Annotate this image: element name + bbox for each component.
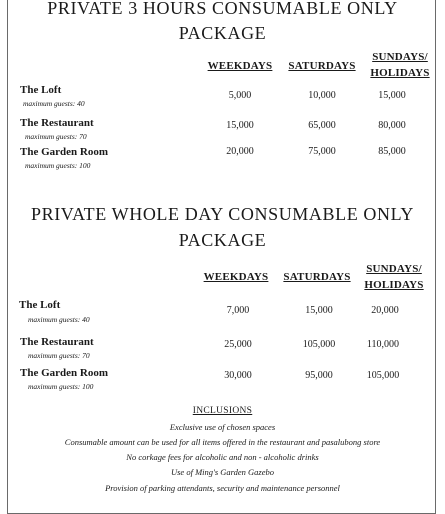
section1-header-sundays-line1: SUNDAYS/ bbox=[372, 51, 428, 63]
price-sundays: 80,000 bbox=[378, 120, 406, 131]
inclusions-title: INCLUSIONS bbox=[192, 406, 253, 416]
inclusion-item: Exclusive use of chosen spaces bbox=[169, 422, 276, 432]
price-weekdays: 25,000 bbox=[224, 339, 252, 350]
section1-header-weekdays: WEEKDAYS bbox=[207, 60, 273, 72]
price-weekdays: 20,000 bbox=[226, 146, 254, 157]
section1-title-line2: PACKAGE bbox=[178, 23, 267, 43]
section1-header-saturdays: SATURDAYS bbox=[288, 60, 356, 72]
inclusion-item: No corkage fees for alcoholic and non - alcoholic drinks bbox=[126, 452, 319, 462]
venue-name: The Garden Room bbox=[20, 146, 108, 158]
section2-title-line2: PACKAGE bbox=[178, 230, 267, 250]
price-weekdays: 30,000 bbox=[224, 370, 252, 381]
price-weekdays: 5,000 bbox=[228, 90, 252, 101]
inclusion-item: Use of Ming's Garden Gazebo bbox=[170, 467, 275, 477]
section1-title-line1: PRIVATE 3 HOURS CONSUMABLE ONLY bbox=[47, 0, 398, 18]
venue-guests: maximum guests: 70 bbox=[25, 132, 87, 141]
venue-guests: maximum guests: 40 bbox=[28, 315, 90, 324]
price-weekdays: 15,000 bbox=[226, 120, 254, 131]
inclusion-item: Consumable amount can be used for all items offered in the restaurant and pasalubong store bbox=[64, 437, 381, 447]
price-saturdays: 95,000 bbox=[305, 370, 333, 381]
inclusion-item: Provision of parking attendants, security and maintenance personnel bbox=[105, 483, 340, 493]
price-saturdays: 75,000 bbox=[308, 146, 336, 157]
venue-name: The Restaurant bbox=[20, 336, 94, 348]
price-sundays: 15,000 bbox=[378, 90, 406, 101]
section2-header-sundays-line2: HOLIDAYS bbox=[364, 279, 424, 291]
price-weekdays: 7,000 bbox=[226, 305, 250, 316]
price-saturdays: 105,000 bbox=[302, 339, 336, 350]
price-sundays: 85,000 bbox=[378, 146, 406, 157]
section1-header-sundays-line2: HOLIDAYS bbox=[370, 67, 430, 79]
price-saturdays: 65,000 bbox=[308, 120, 336, 131]
venue-guests: maximum guests: 100 bbox=[25, 161, 91, 170]
price-saturdays: 10,000 bbox=[308, 90, 336, 101]
price-sundays: 110,000 bbox=[366, 339, 400, 350]
section2-header-sundays-line1: SUNDAYS/ bbox=[366, 263, 422, 275]
venue-guests: maximum guests: 100 bbox=[28, 382, 94, 391]
price-saturdays: 15,000 bbox=[305, 305, 333, 316]
price-sundays: 105,000 bbox=[366, 370, 400, 381]
venue-name: The Loft bbox=[19, 299, 61, 311]
venue-name: The Loft bbox=[20, 84, 62, 96]
section2-header-saturdays: SATURDAYS bbox=[283, 271, 351, 283]
venue-name: The Garden Room bbox=[20, 367, 108, 379]
section2-title-line1: PRIVATE WHOLE DAY CONSUMABLE ONLY bbox=[30, 204, 415, 224]
venue-name: The Restaurant bbox=[20, 117, 94, 129]
section2-header-weekdays: WEEKDAYS bbox=[203, 271, 269, 283]
price-sundays: 20,000 bbox=[371, 305, 399, 316]
venue-guests: maximum guests: 40 bbox=[23, 99, 85, 108]
venue-guests: maximum guests: 70 bbox=[28, 351, 90, 360]
